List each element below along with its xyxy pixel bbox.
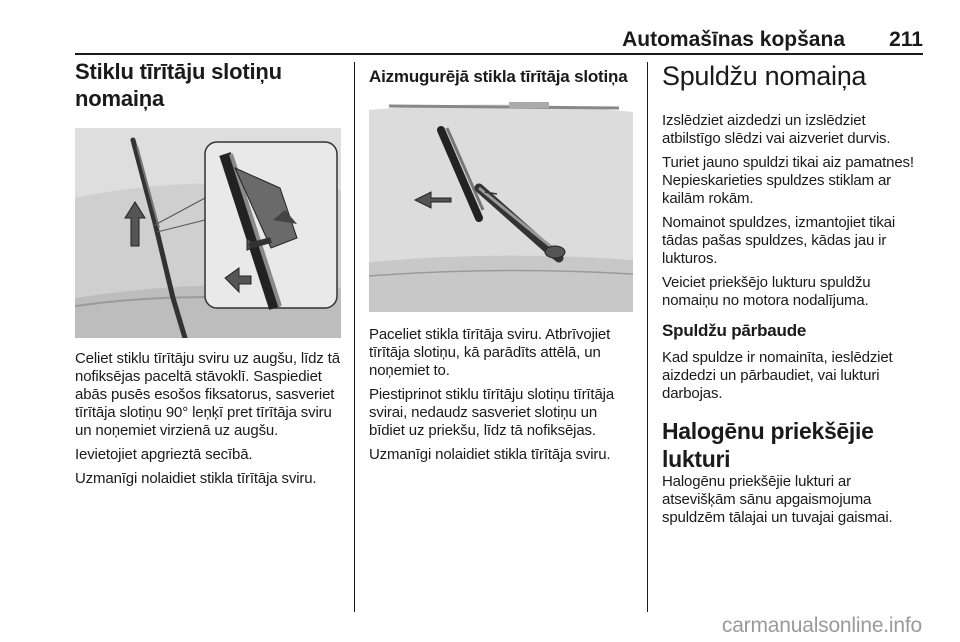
paragraph-bulb-1: Izslēdziet aizdedzi un izslēdziet atbilstīgo slēdzi vai aizveriet durvis.: [662, 112, 891, 147]
paragraph-bulb-3: Nomainot spuldzes, izmantojiet tikai tādas pašas spuldzes, kādas jau ir lukturos.: [662, 214, 896, 267]
paragraph-bulb-2: Turiet jauno spuldzi tikai aiz pamatnes! Nepieskarieties spuldzes stiklam ar kailām rokām.: [662, 154, 914, 207]
paragraph-front-wiper-3: Uzmanīgi nolaidiet stikla tīrītāja sviru.: [75, 470, 317, 487]
paragraph-rear-wiper-1: Paceliet stikla tīrītāja sviru. Atbrīvojiet tīrītāja slotiņu, kā parādīts attēlā, un noņemiet to.: [369, 326, 611, 379]
page-header: [75, 28, 923, 52]
paragraph-rear-wiper-3: Uzmanīgi nolaidiet stikla tīrītāja sviru.: [369, 446, 611, 463]
column-bulbs: [662, 58, 924, 527]
paragraph-halogen: Halogēnu priekšējie lukturi ar atsevišķām sānu apgaismojuma spuldzēm tālajai un tuvajai gaismai.: [662, 473, 893, 526]
header-rule: [75, 53, 923, 55]
paragraph-front-wiper-2: Ievietojiet apgrieztā secībā.: [75, 446, 253, 463]
heading-bulb-check: Spuldžu pārbaude: [662, 321, 807, 340]
section-title: Automašīnas kopšana: [622, 28, 845, 51]
paragraph-front-wiper-1: Celiet stiklu tīrītāju sviru uz augšu, līdz tā nofiksējas paceltā stāvoklī. Saspiediet abās pusēs esošos fiksatorus, sasveriet tīrītāja slotiņu 90° leņķī pret tīrītāja sviru un noņemiet virzienā uz augšu.: [75, 350, 340, 439]
figure-rear-wiper: [369, 100, 633, 312]
paragraph-rear-wiper-2: Piestiprinot stiklu tīrītāju slotiņu tīrītāja svirai, nedaudz sasveriet slotiņu un bīdiet uz priekšu, līdz tā nofiksējas.: [369, 386, 615, 439]
paragraph-bulb-check: Kad spuldze ir nomainīta, ieslēdziet aizdedzi un pārbaudiet, vai lukturi darbojas.: [662, 349, 893, 402]
heading-halogen-headlights: Halogēnu priekšējie lukturi: [662, 418, 874, 472]
heading-bulb-replacement: Spuldžu nomaiņa: [662, 61, 867, 91]
page-number: 211: [889, 28, 923, 51]
column-wiper-front: [75, 58, 341, 488]
front-wiper-illustration: [75, 128, 341, 338]
column-wiper-rear: [369, 58, 633, 464]
heading-rear-wiper: Aizmugurējā stikla tīrītāja slotiņa: [369, 67, 628, 86]
column-divider-1: [354, 62, 355, 612]
rear-wiper-illustration: [369, 100, 633, 312]
watermark-text: carmanualsonline.info: [721, 614, 922, 637]
figure-front-wiper: [75, 128, 341, 338]
heading-wiper-blades: Stiklu tīrītāju slotiņu nomaiņa: [75, 59, 282, 111]
column-divider-2: [647, 62, 648, 612]
paragraph-bulb-4: Veiciet priekšējo lukturu spuldžu nomaiņu no motora nodalījuma.: [662, 274, 871, 309]
